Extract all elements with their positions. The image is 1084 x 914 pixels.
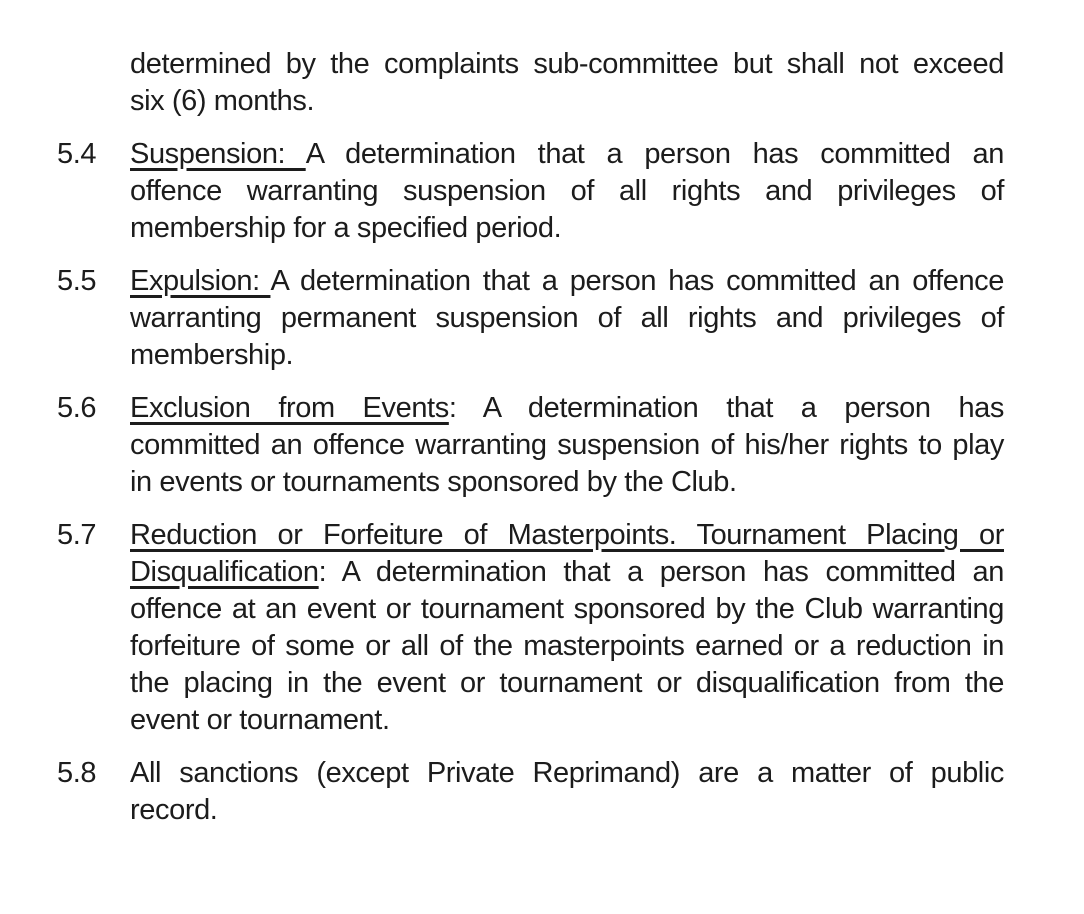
- clause-text: offence at an event or tournament sponsored by the Club warranting: [130, 593, 1004, 625]
- clause-row: [57, 46, 1004, 120]
- clause-number: 5.6: [57, 392, 97, 424]
- clause-line: [130, 390, 1004, 427]
- clause-line: [130, 337, 1004, 374]
- clause-row: [57, 755, 1004, 829]
- clause-text: warranting permanent suspension of all rights and privileges of: [130, 302, 1004, 334]
- clause-line: [130, 173, 1004, 210]
- clause-text: membership for a specified period.: [130, 212, 562, 244]
- clause-text: membership.: [130, 339, 294, 371]
- clause-line: [130, 755, 1004, 792]
- clause-line: [130, 300, 1004, 337]
- clause-line: [130, 464, 1004, 501]
- clause-text: six (6) months.: [130, 85, 315, 117]
- clause-heading-text: Suspension:: [130, 138, 306, 170]
- clause-text: committed an offence warranting suspension of his/her rights to play: [130, 429, 1004, 461]
- clause-line: [130, 554, 1004, 591]
- clause-text: record.: [130, 794, 218, 826]
- clause-body: [130, 46, 1004, 120]
- clause-line: [130, 702, 1004, 739]
- clause-text: A determination that a person has committed an offence: [270, 265, 1005, 297]
- clause-text: in events or tournaments sponsored by the Club.: [130, 466, 737, 498]
- clause-text: : A determination that a person has: [448, 392, 1004, 424]
- clause-text: : A determination that a person has committed an: [318, 556, 1004, 588]
- clause-line: [130, 792, 1004, 829]
- clause-line: [130, 210, 1004, 247]
- clause-text: the placing in the event or tournament or disqualification from the: [130, 667, 1004, 699]
- clause-number: 5.8: [57, 757, 97, 789]
- clause-line: [130, 517, 1004, 554]
- clause-body: [130, 263, 1004, 374]
- clause-body: [130, 755, 1004, 829]
- clause-heading-text: Expulsion:: [130, 265, 271, 297]
- clause-line: [130, 263, 1004, 300]
- clause-row: [57, 263, 1004, 374]
- clause-text: A determination that a person has committed an: [305, 138, 1004, 170]
- clause-heading-text: Reduction or Forfeiture of Masterpoints. Tournament Placing or: [130, 519, 1004, 551]
- clause-text: All sanctions (except Private Reprimand) are a matter of public: [130, 757, 1004, 789]
- clause-line: [130, 591, 1004, 628]
- clause-body: [130, 136, 1004, 247]
- clause-line: [130, 136, 1004, 173]
- clause-text: event or tournament.: [130, 704, 390, 736]
- clause-heading-text: Disqualification: [130, 556, 319, 588]
- clause-number: 5.4: [57, 138, 97, 170]
- clause-line: [130, 46, 1004, 83]
- clause-row: [57, 390, 1004, 501]
- clause-heading-text: Exclusion from Events: [130, 392, 449, 424]
- clause-text: forfeiture of some or all of the masterpoints earned or a reduction in: [130, 630, 1004, 662]
- clause-body: [130, 390, 1004, 501]
- clause-body: [130, 517, 1004, 739]
- clause-number: 5.5: [57, 265, 97, 297]
- clause-line: [130, 83, 1004, 120]
- clause-text: offence warranting suspension of all rights and privileges of: [130, 175, 1004, 207]
- clause-row: [57, 136, 1004, 247]
- clause-number: 5.7: [57, 519, 97, 551]
- clause-line: [130, 628, 1004, 665]
- clause-text: determined by the complaints sub-committee but shall not exceed: [130, 48, 1004, 80]
- clause-line: [130, 427, 1004, 464]
- clause-row: [57, 517, 1004, 739]
- clause-line: [130, 665, 1004, 702]
